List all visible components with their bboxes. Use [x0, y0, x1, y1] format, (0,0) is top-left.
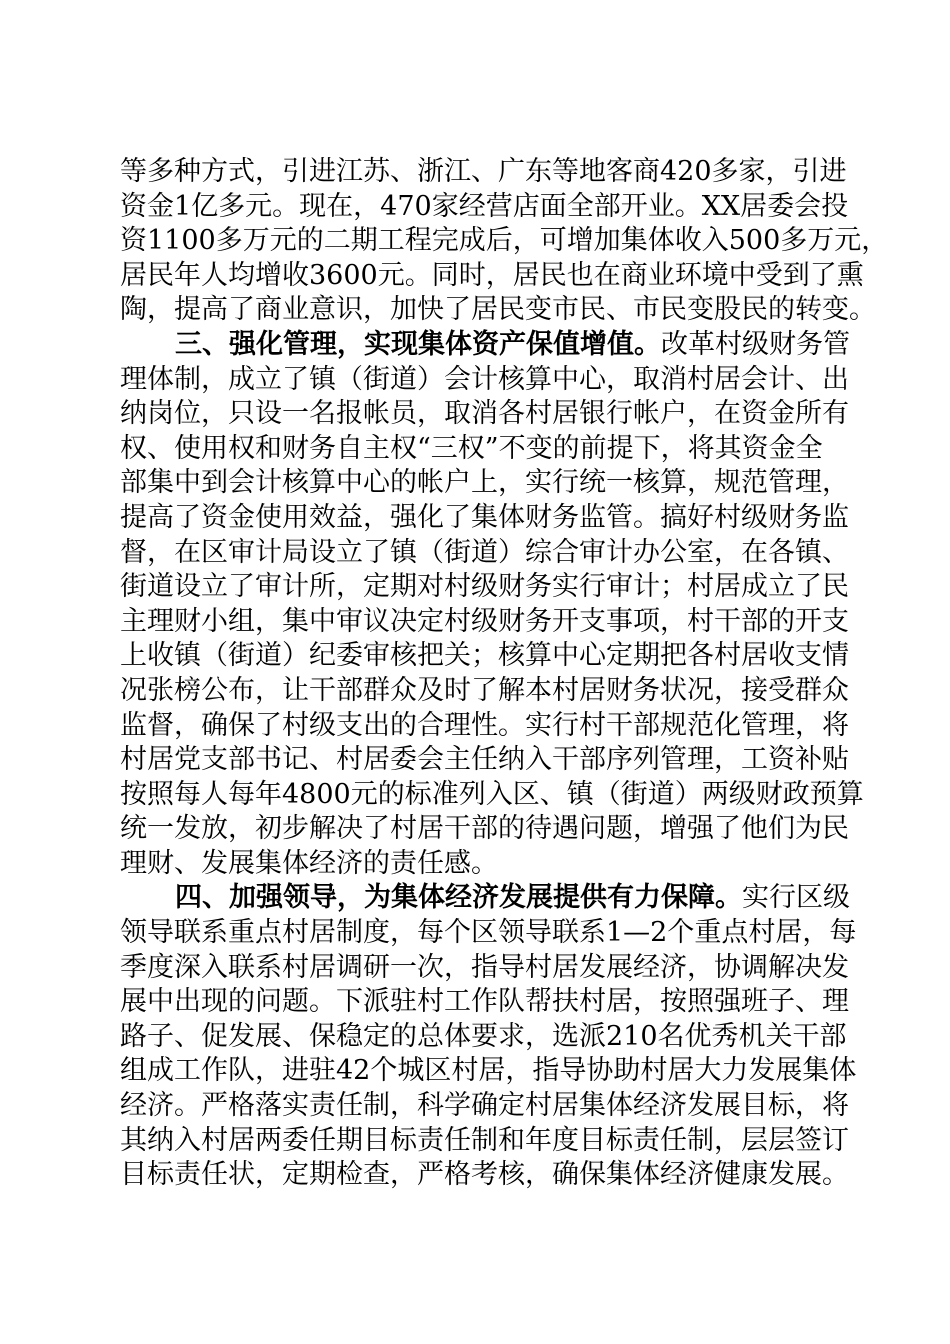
- text-line: 展中出现的问题。下派驻村工作队帮扶村居，按照强班子、理: [120, 986, 849, 1018]
- text-line: 况张榜公布，让干部群众及时了解本村居财务状况，接受群众: [120, 674, 849, 706]
- text-line: 街道设立了审计所，定期对村级财务实行审计；村居成立了民: [120, 571, 849, 603]
- text-line: 理财、发展集体经济的责任感。: [120, 847, 498, 879]
- text-line: 理体制，成立了镇（街道）会计核算中心，取消村居会计、出: [120, 363, 849, 395]
- text-line: 经济。严格落实责任制，科学确定村居集体经济发展目标，将: [120, 1090, 849, 1122]
- text-line: 部集中到会计核算中心的帐户上，实行统一核算，规范管理，: [120, 467, 849, 499]
- text-line: 督，在区审计局设立了镇（街道）综合审计办公室，在各镇、: [120, 536, 849, 568]
- text-line: 统一发放，初步解决了村居干部的待遇问题，增强了他们为民: [120, 813, 849, 845]
- section-3-first-line: [120, 328, 850, 363]
- text-line: 纳岗位，只设一名报帐员，取消各村居银行帐户，在资金所有: [120, 398, 849, 430]
- text-line: 权、使用权和财务自主权“三权”不变的前提下，将其资金全: [120, 432, 823, 464]
- text-line: 陶，提高了商业意识，加快了居民变市民、市民变股民的转变。: [120, 294, 876, 326]
- text-line: 组成工作队，进驻42个城区村居，指导协助村居大力发展集体: [120, 1055, 857, 1087]
- text-line: 主理财小组，集中审议决定村级财务开支事项，村干部的开支: [120, 605, 849, 637]
- paragraph-section-3: [120, 328, 864, 882]
- text-line: 路子、促发展、保稳定的总体要求，选派210名优秀机关干部: [120, 1020, 847, 1052]
- text-line: 按照每人每年4800元的标准列入区、镇（街道）两级财政预算: [120, 778, 864, 810]
- text-line: 季度深入联系村居调研一次，指导村居发展经济，协调解决发: [120, 951, 849, 983]
- section-4-first-line: [120, 881, 850, 916]
- text-span: 实行区级: [742, 882, 850, 914]
- text-line: 领导联系重点村居制度，每个区领导联系1—2个重点村居，每: [120, 917, 857, 949]
- text-line: 资1100多万元的二期工程完成后，可增加集体收入500多万元，: [120, 225, 889, 257]
- text-line: 监督，确保了村级支出的合理性。实行村干部规范化管理，将: [120, 709, 849, 741]
- section-4-heading: 四、加强领导，为集体经济发展提供有力保障。: [175, 882, 742, 914]
- section-3-heading: 三、强化管理，实现集体资产保值增值。: [175, 328, 661, 360]
- document-page: [120, 155, 889, 1193]
- text-line: 居民年人均增收3600元。同时，居民也在商业环境中受到了熏: [120, 259, 864, 291]
- paragraph-1: [120, 155, 889, 328]
- text-span: 改革村级财务管: [661, 328, 850, 360]
- text-line: 资金1亿多元。现在，470家经营店面全部开业。XX居委会投: [120, 190, 849, 222]
- text-line: 上收镇（街道）纪委审核把关；核算中心定期把各村居收支情: [120, 640, 849, 672]
- text-line: 村居党支部书记、村居委会主任纳入干部序列管理，工资补贴: [120, 744, 849, 776]
- text-line: 提高了资金使用效益，强化了集体财务监管。搞好村级财务监: [120, 501, 849, 533]
- text-line: 等多种方式，引进江苏、浙江、广东等地客商420多家，引进: [120, 156, 847, 187]
- text-line: 目标责任状，定期检查，严格考核，确保集体经济健康发展。: [120, 1159, 849, 1191]
- text-line: 其纳入村居两委任期目标责任制和年度目标责任制，层层签订: [120, 1124, 849, 1156]
- paragraph-section-4: [120, 881, 857, 1192]
